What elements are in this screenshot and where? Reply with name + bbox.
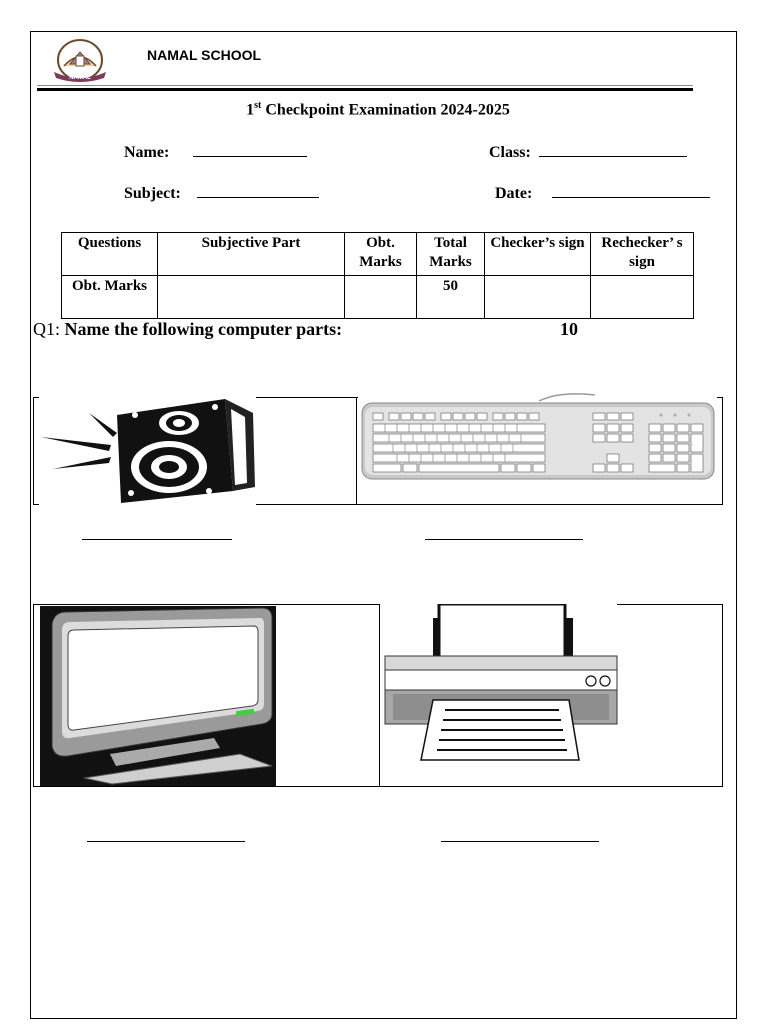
table-cell[interactable]	[485, 276, 591, 319]
question-marks: 10	[560, 319, 578, 339]
school-logo-icon	[48, 38, 112, 84]
answer-line-printer[interactable]	[441, 841, 599, 842]
subject-label: Subject:	[124, 185, 181, 202]
question-1	[33, 319, 342, 340]
class-field	[489, 142, 687, 162]
school-name: NAMAL SCHOOL	[147, 47, 262, 63]
logo-text: NAMAL	[69, 75, 91, 81]
table-header-cell: Questions	[62, 233, 158, 276]
name-field	[124, 142, 307, 162]
name-label: Name:	[124, 144, 170, 161]
date-field	[495, 183, 710, 203]
exam-title: 1st Checkpoint Examination 2024-2025	[246, 100, 510, 119]
image-row-1	[33, 397, 723, 505]
answer-line-keyboard[interactable]	[425, 539, 583, 540]
header-divider-thick	[37, 88, 693, 91]
name-blank[interactable]	[193, 142, 307, 157]
table-header-cell: Checker’s sign	[485, 233, 591, 276]
table-cell[interactable]	[158, 276, 345, 319]
table-cell: 50	[417, 276, 485, 319]
keyboard-icon	[359, 391, 717, 483]
subject-blank[interactable]	[197, 183, 319, 198]
table-cell: Obt. Marks	[62, 276, 158, 319]
table-header-cell: Subjective Part	[158, 233, 345, 276]
printer-icon	[383, 604, 619, 764]
table-cell[interactable]	[591, 276, 694, 319]
table-header-cell: Total Marks	[417, 233, 485, 276]
answer-line-speaker[interactable]	[82, 539, 232, 540]
class-label: Class:	[489, 144, 531, 161]
monitor-icon	[40, 606, 276, 786]
date-blank[interactable]	[552, 183, 710, 198]
question-text: Name the following computer parts:	[64, 319, 343, 339]
table-cell[interactable]	[345, 276, 417, 319]
image-row-2	[33, 604, 723, 787]
table-header-cell: Obt. Marks	[345, 233, 417, 276]
table-header-cell: Rechecker’ s sign	[591, 233, 694, 276]
question-number: Q1:	[33, 319, 60, 339]
class-blank[interactable]	[539, 142, 687, 157]
subject-field	[124, 183, 319, 203]
page-border	[30, 31, 737, 1019]
header-divider	[37, 85, 693, 86]
date-label: Date:	[495, 185, 533, 202]
table-row	[62, 276, 694, 319]
marks-table	[61, 232, 694, 319]
speaker-icon	[39, 399, 259, 505]
answer-line-monitor[interactable]	[87, 841, 245, 842]
table-header-row	[62, 233, 694, 276]
